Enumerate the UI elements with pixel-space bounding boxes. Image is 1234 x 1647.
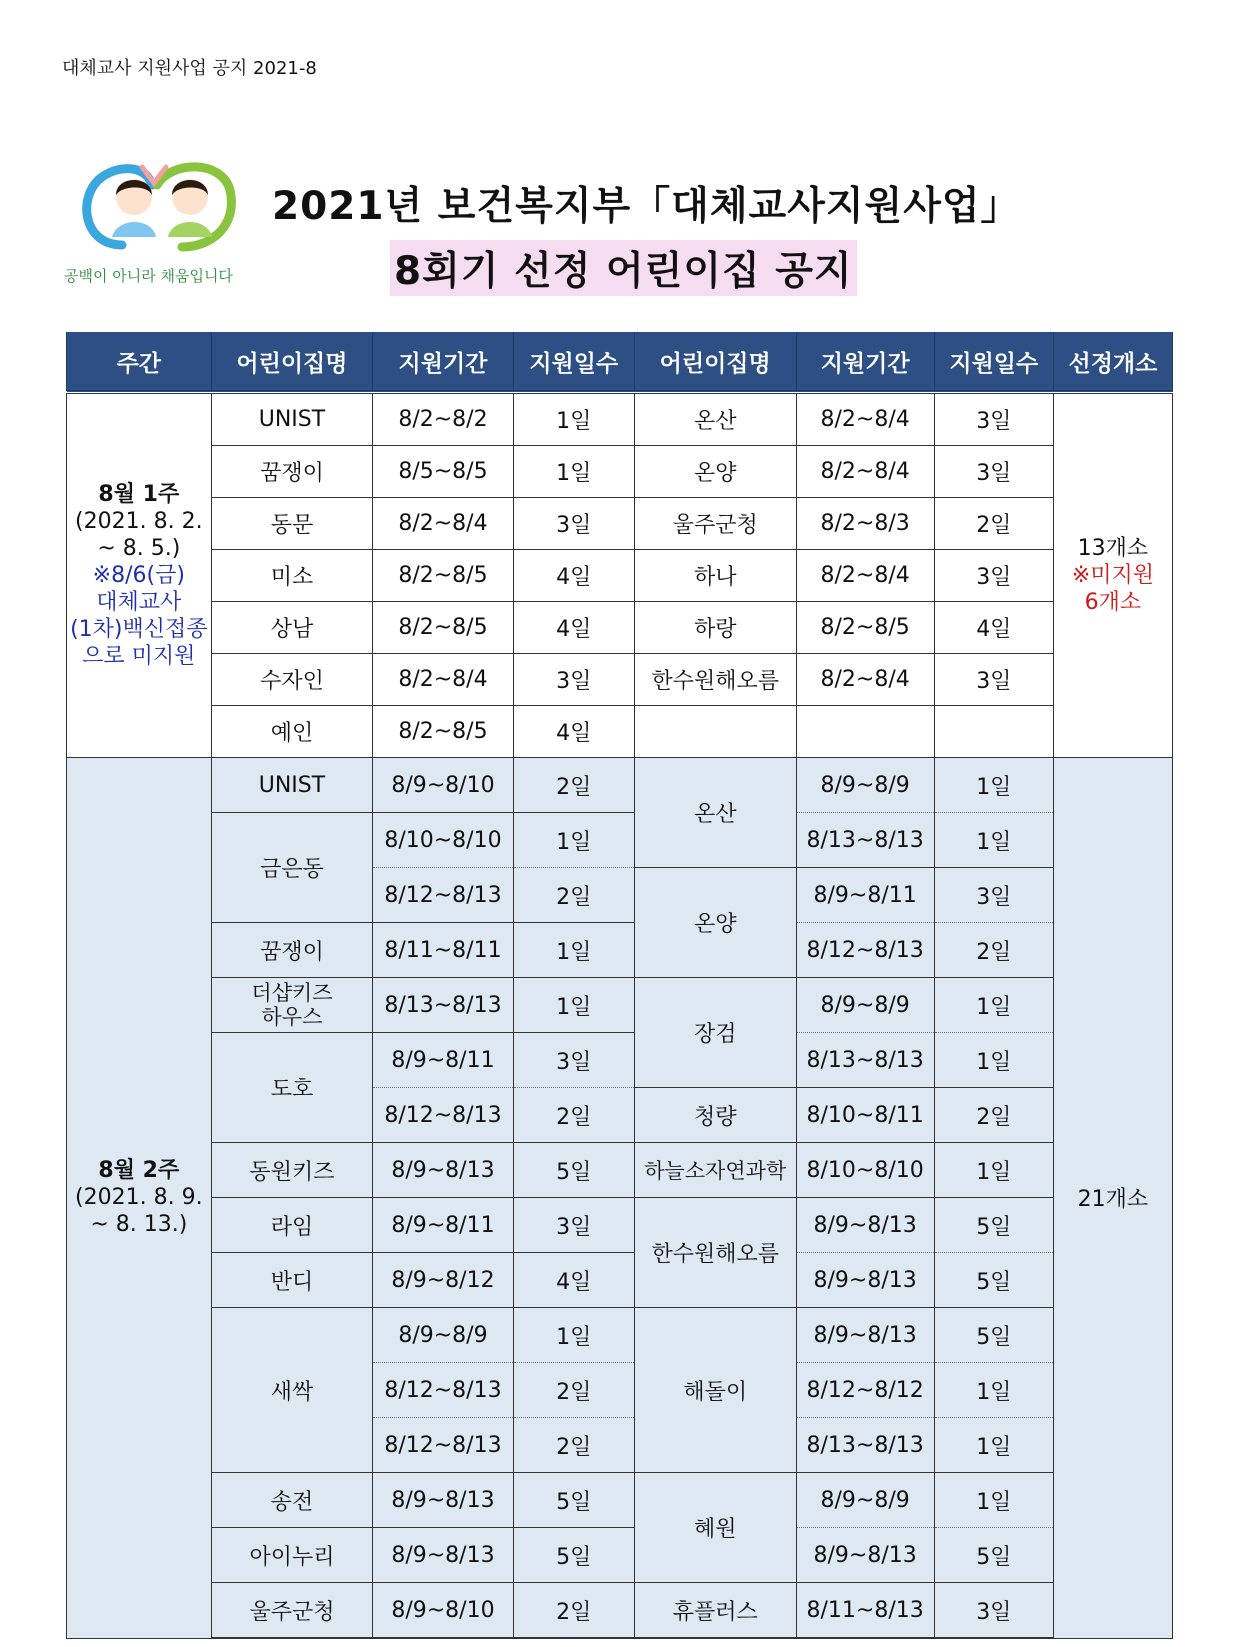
week1-cell: 8월 1주 (2021. 8. 2. ~ 8. 5.) ※8/6(금) 대체교사 (1차)백신접종 으로 미지원 — [67, 392, 212, 758]
table-cell: 1일 — [513, 813, 634, 868]
table-row — [67, 706, 1173, 758]
table-cell: 아이누리 — [211, 1528, 373, 1583]
table-cell: 라임 — [211, 1198, 373, 1253]
table-cell: 2일 — [513, 1088, 634, 1143]
table-cell: 5일 — [513, 1528, 634, 1583]
table-row — [67, 392, 1173, 446]
table-cell — [934, 706, 1053, 758]
table-cell: 8/2~8/5 — [373, 602, 513, 654]
table-row — [67, 1198, 1173, 1253]
table-row — [67, 1583, 1173, 1639]
table-cell: 온양 — [634, 446, 796, 498]
table-cell: 2일 — [934, 498, 1053, 550]
table-cell: UNIST — [211, 758, 373, 813]
table-cell: 울주군청 — [634, 498, 796, 550]
table-cell: 8/9~8/13 — [796, 1198, 934, 1253]
week2-count-cell: 21개소 — [1053, 758, 1172, 1639]
table-cell: 상남 — [211, 602, 373, 654]
table-cell: 8/9~8/10 — [373, 1583, 513, 1639]
table-row — [67, 978, 1173, 1033]
table-cell: UNIST — [211, 392, 373, 446]
header-support-period-2: 지원기간 — [796, 332, 934, 392]
table-cell: 8/12~8/13 — [373, 868, 513, 923]
table-cell: 8/10~8/10 — [373, 813, 513, 868]
table-cell: 4일 — [513, 550, 634, 602]
table-row — [67, 602, 1173, 654]
table-cell: 혜원 — [634, 1473, 796, 1583]
table-cell: 1일 — [934, 758, 1053, 813]
table-cell: 반디 — [211, 1253, 373, 1308]
document-header-note: 대체교사 지원사업 공지 2021-8 — [62, 58, 317, 79]
table-cell: 예인 — [211, 706, 373, 758]
header-support-days: 지원일수 — [513, 332, 634, 392]
table-cell: 8/2~8/3 — [796, 498, 934, 550]
table-cell: 하나 — [634, 550, 796, 602]
table-cell: 도호 — [211, 1033, 373, 1143]
table-row — [67, 923, 1173, 978]
table-cell: 8/9~8/11 — [373, 1198, 513, 1253]
table-cell: 3일 — [934, 654, 1053, 706]
table-row — [67, 758, 1173, 813]
table-cell: 3일 — [934, 1583, 1053, 1639]
logo-tagline: 공백이 아니라 채움입니다 — [64, 267, 233, 285]
header-support-period: 지원기간 — [373, 332, 513, 392]
table-cell: 8/2~8/4 — [796, 392, 934, 446]
table-cell: 3일 — [513, 1198, 634, 1253]
table-cell: 2일 — [513, 1583, 634, 1639]
table-cell: 8/2~8/4 — [796, 550, 934, 602]
table-cell: 3일 — [513, 498, 634, 550]
table-cell: 5일 — [934, 1253, 1053, 1308]
table-cell: 4일 — [513, 602, 634, 654]
table-cell: 8/5~8/5 — [373, 446, 513, 498]
table-cell: 8/13~8/13 — [373, 978, 513, 1033]
program-logo — [62, 155, 277, 295]
table-cell: 하늘소자연과학 — [634, 1143, 796, 1198]
table-cell: 청량 — [634, 1088, 796, 1143]
table-row — [67, 446, 1173, 498]
table-cell: 장검 — [634, 978, 796, 1088]
table-cell: 8/2~8/5 — [373, 706, 513, 758]
table-cell: 8/9~8/13 — [373, 1528, 513, 1583]
table-cell: 한수원해오름 — [634, 1198, 796, 1308]
table-cell: 3일 — [934, 392, 1053, 446]
table-cell: 8/9~8/13 — [373, 1473, 513, 1528]
table-cell: 2일 — [513, 868, 634, 923]
table-cell: 8/2~8/4 — [796, 654, 934, 706]
table-cell: 1일 — [934, 1033, 1053, 1088]
table-row — [67, 654, 1173, 706]
table-cell: 8/2~8/5 — [373, 550, 513, 602]
header-selected-count: 선정개소 — [1053, 332, 1172, 392]
table-cell — [796, 706, 934, 758]
table-cell: 1일 — [934, 1418, 1053, 1473]
table-cell: 4일 — [513, 706, 634, 758]
table-cell: 8/2~8/4 — [373, 654, 513, 706]
table-header-row — [67, 332, 1173, 392]
table-row — [67, 1033, 1173, 1088]
table-cell: 2일 — [513, 1363, 634, 1418]
table-row — [67, 1308, 1173, 1363]
table-cell: 8/9~8/9 — [373, 1308, 513, 1363]
title-line-2: 8회기 선정 어린이집 공지 — [390, 240, 857, 296]
table-cell: 8/13~8/13 — [796, 813, 934, 868]
header-support-days-2: 지원일수 — [934, 332, 1053, 392]
table-cell: 5일 — [934, 1308, 1053, 1363]
table-cell: 8/13~8/13 — [796, 1418, 934, 1473]
table-cell: 8/9~8/9 — [796, 1473, 934, 1528]
table-cell: 8/9~8/10 — [373, 758, 513, 813]
table-cell: 1일 — [934, 813, 1053, 868]
header-daycare-name: 어린이집명 — [211, 332, 373, 392]
table-cell: 수자인 — [211, 654, 373, 706]
table-cell: 1일 — [934, 1363, 1053, 1418]
table-cell: 2일 — [513, 758, 634, 813]
table-cell: 1일 — [513, 978, 634, 1033]
table-cell: 5일 — [513, 1143, 634, 1198]
table-cell: 2일 — [934, 923, 1053, 978]
table-cell: 송전 — [211, 1473, 373, 1528]
table-cell: 1일 — [934, 1473, 1053, 1528]
table-cell: 8/9~8/12 — [373, 1253, 513, 1308]
table-cell: 8/11~8/13 — [796, 1583, 934, 1639]
table-cell: 8/2~8/4 — [373, 498, 513, 550]
table-cell: 8/2~8/5 — [796, 602, 934, 654]
table-cell — [634, 706, 796, 758]
table-cell: 한수원해오름 — [634, 654, 796, 706]
table-cell: 금은동 — [211, 813, 373, 923]
table-cell: 8/11~8/11 — [373, 923, 513, 978]
header-week: 주간 — [67, 332, 212, 392]
table-cell: 울주군청 — [211, 1583, 373, 1639]
table-cell: 8/12~8/13 — [373, 1088, 513, 1143]
table-cell: 3일 — [513, 1033, 634, 1088]
table-cell: 8/12~8/13 — [373, 1363, 513, 1418]
table-row — [67, 1253, 1173, 1308]
table-cell: 2일 — [513, 1418, 634, 1473]
table-cell: 꿈쟁이 — [211, 923, 373, 978]
table-cell: 휴플러스 — [634, 1583, 796, 1639]
week2-cell: 8월 2주 (2021. 8. 9. ~ 8. 13.) — [67, 758, 212, 1639]
table-cell: 8/2~8/4 — [796, 446, 934, 498]
table-cell: 8/9~8/13 — [373, 1143, 513, 1198]
table-cell: 1일 — [934, 978, 1053, 1033]
title-line-1: 2021년 보건복지부「대체교사지원사업」 — [272, 184, 1021, 229]
selection-table — [66, 332, 1173, 1639]
table-row — [67, 813, 1173, 868]
table-cell: 5일 — [934, 1528, 1053, 1583]
table-cell: 8/12~8/13 — [796, 923, 934, 978]
table-row — [67, 498, 1173, 550]
table-cell: 동원키즈 — [211, 1143, 373, 1198]
table-cell: 4일 — [513, 1253, 634, 1308]
table-row — [67, 1143, 1173, 1198]
table-row — [67, 1528, 1173, 1583]
table-row — [67, 550, 1173, 602]
table-cell: 8/2~8/2 — [373, 392, 513, 446]
table-cell: 온양 — [634, 868, 796, 978]
table-cell: 1일 — [934, 1143, 1053, 1198]
table-cell: 동문 — [211, 498, 373, 550]
table-cell: 8/10~8/10 — [796, 1143, 934, 1198]
table-cell: 5일 — [513, 1473, 634, 1528]
table-cell: 8/12~8/12 — [796, 1363, 934, 1418]
table-cell: 꿈쟁이 — [211, 446, 373, 498]
table-cell: 해돌이 — [634, 1308, 796, 1473]
table-cell: 8/9~8/13 — [796, 1253, 934, 1308]
header-daycare-name-2: 어린이집명 — [634, 332, 796, 392]
table-cell: 3일 — [934, 550, 1053, 602]
table-cell: 3일 — [934, 868, 1053, 923]
table-cell: 하랑 — [634, 602, 796, 654]
table-cell: 8/9~8/11 — [796, 868, 934, 923]
table-cell: 8/9~8/9 — [796, 758, 934, 813]
table-cell: 8/9~8/13 — [796, 1308, 934, 1363]
table-cell: 5일 — [934, 1198, 1053, 1253]
table-cell: 미소 — [211, 550, 373, 602]
table-cell: 1일 — [513, 446, 634, 498]
table-cell: 1일 — [513, 923, 634, 978]
table-cell: 새싹 — [211, 1308, 373, 1473]
table-cell: 4일 — [934, 602, 1053, 654]
table-cell: 2일 — [934, 1088, 1053, 1143]
table-cell: 더샵키즈 하우스 — [211, 978, 373, 1033]
table-cell: 8/12~8/13 — [373, 1418, 513, 1473]
table-cell: 8/9~8/11 — [373, 1033, 513, 1088]
table-cell: 8/9~8/13 — [796, 1528, 934, 1583]
table-cell: 온산 — [634, 392, 796, 446]
table-cell: 8/13~8/13 — [796, 1033, 934, 1088]
table-cell: 1일 — [513, 1308, 634, 1363]
week1-count-cell: 13개소 ※미지원 6개소 — [1053, 392, 1172, 758]
table-cell: 8/9~8/9 — [796, 978, 934, 1033]
table-cell: 온산 — [634, 758, 796, 868]
table-cell: 1일 — [513, 392, 634, 446]
table-cell: 3일 — [513, 654, 634, 706]
table-cell: 3일 — [934, 446, 1053, 498]
table-row — [67, 1473, 1173, 1528]
table-cell: 8/10~8/11 — [796, 1088, 934, 1143]
